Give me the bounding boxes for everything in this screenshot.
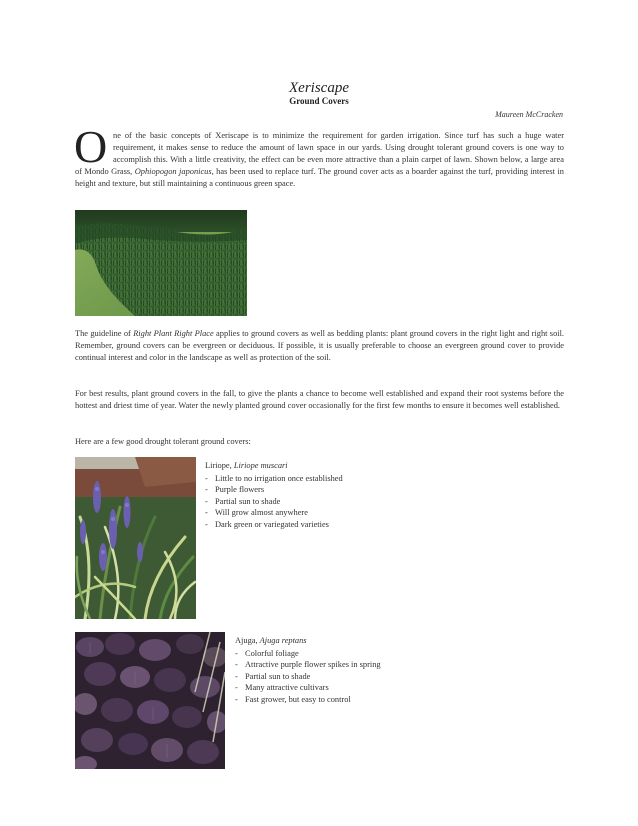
para2-emphasis: Right Plant Right Place (133, 329, 214, 338)
mondo-grass-image (75, 210, 247, 316)
paragraph-list-intro: Here are a few good drought tolerant ground covers: (75, 437, 251, 446)
liriope-bullets (205, 473, 425, 531)
list-item: - Many attractive cultivars (235, 682, 475, 694)
mondo-grass-photo (75, 210, 247, 316)
document-title: Xeriscape (289, 80, 349, 96)
liriope-photo (75, 457, 196, 619)
ajuga-photo (75, 632, 225, 769)
ajuga-bullets (235, 648, 475, 706)
list-item: - Colorful foliage (235, 648, 475, 660)
ajuga-image (75, 632, 225, 769)
paragraph-right-plant (75, 328, 564, 364)
para2-before: The guideline of (75, 329, 134, 338)
list-item: - Purple flowers (205, 484, 425, 496)
drop-cap-letter: O (74, 121, 108, 172)
list-item: - Partial sun to shade (205, 496, 425, 508)
intro-text-after: has been used to replace turf. The ground cover acts as a boarder against the turf, providing interest in height and texture, but still maintaining a continuous green space. (75, 167, 564, 188)
document-subtitle: Ground Covers (289, 96, 349, 106)
list-item: - Partial sun to shade (235, 671, 475, 683)
list-item: - Will grow almost anywhere (205, 507, 425, 519)
ajuga-name: Ajuga, Ajuga reptans (235, 636, 307, 645)
list-item: - Little to no irrigation once established (205, 473, 425, 485)
intro-text: ne of the basic concepts of Xeriscape is to minimize the requirement for garden irrigation. Since turf has such a huge water requirement, it makes sense to reduce the amount of lawn space in our yards. Using drought tolerant ground covers is one way to accomplish this. With a little creativity, the effect can be even more attractive than a plain carpet of lawn. Shown below, a large area of Mondo Grass, (75, 131, 564, 176)
intro-paragraph (75, 130, 564, 190)
para2-after: applies to ground covers as well as bedding plants: plant ground covers in the right light and right soil. Remember, ground covers can be evergreen or deciduous. If possible, it is usually preferable to choose an evergreen ground cover to provide continual interest and color in the landscape as well as protection of the soil. (75, 329, 564, 362)
list-item: - Attractive purple flower spikes in spring (235, 659, 475, 671)
author-name: Maureen McCracken (495, 110, 563, 119)
paragraph-planting-tips: For best results, plant ground covers in the fall, to give the plants a chance to become well established and expand their root systems before the hottest and driest time of year. Water the newly planted ground cover occasionally for the first few months to ensure it becomes well established. (75, 389, 564, 410)
ajuga-description (235, 635, 475, 706)
liriope-description (205, 460, 425, 531)
list-item: - Fast grower, but easy to control (235, 694, 475, 706)
liriope-image (75, 457, 196, 619)
intro-species: Ophiopogon japonicus, (134, 167, 214, 176)
liriope-name: Liriope, Liriope muscari (205, 461, 288, 470)
list-item: - Dark green or variegated varieties (205, 519, 425, 531)
